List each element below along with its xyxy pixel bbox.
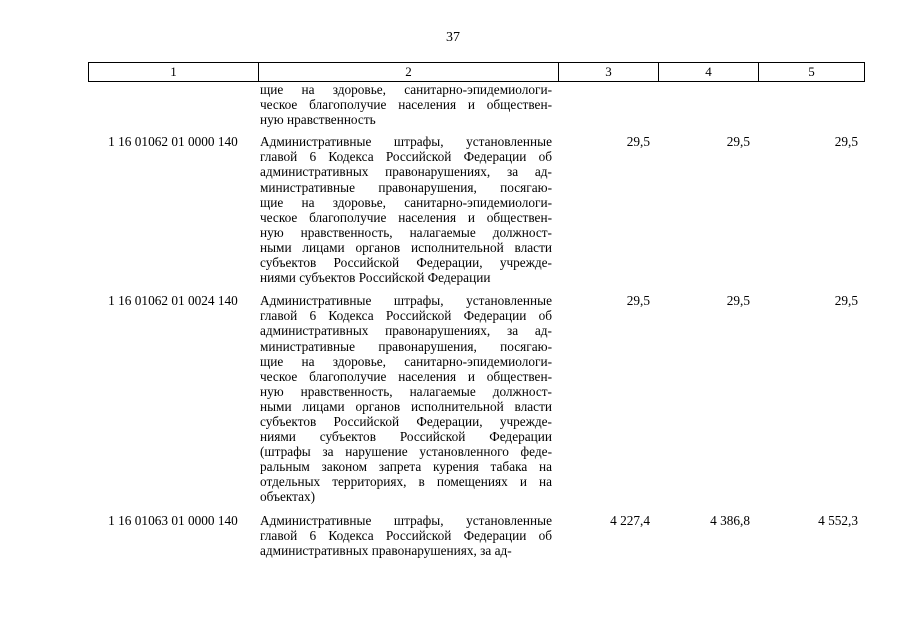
description-line: административных правонарушениях, за ад- bbox=[260, 323, 552, 339]
description-line: ческое благополучие населения и обществен- bbox=[260, 368, 552, 384]
description bbox=[258, 134, 558, 285]
description-line: ную нравственность, налагаемые должност- bbox=[260, 224, 552, 240]
table-row bbox=[88, 134, 864, 285]
page-number: 37 bbox=[446, 30, 460, 45]
column-header-4: 4 bbox=[659, 63, 759, 82]
column-header-2: 2 bbox=[259, 63, 559, 82]
description-line: ческое благополучие населения и обществен- bbox=[260, 97, 552, 113]
column-header-row bbox=[89, 63, 865, 82]
description-line: административных правонарушениях, за ад- bbox=[260, 542, 512, 558]
value-year-1: 29,5 bbox=[626, 293, 650, 309]
description-line: объектах) bbox=[260, 489, 316, 505]
description-line: главой 6 Кодекса Российской Федерации об bbox=[260, 527, 552, 543]
description-line: щие на здоровье, санитарно-эпидемиологи- bbox=[260, 194, 552, 210]
value-year-1 bbox=[558, 82, 658, 127]
description-line: субъектов Российской Федерации, учрежде- bbox=[260, 255, 552, 271]
description-line: главой 6 Кодекса Российской Федерации об bbox=[260, 149, 552, 165]
classification-code bbox=[88, 82, 258, 127]
description-line: Административные штрафы, установленные bbox=[260, 134, 552, 150]
description-line: ными лицами органов исполнительной власти bbox=[260, 239, 552, 255]
classification-code: 1 16 01062 01 0000 140 bbox=[108, 134, 238, 150]
description-line: (штрафы за нарушение установленного феде- bbox=[260, 444, 552, 460]
description-line: щие на здоровье, санитарно-эпидемиологи- bbox=[260, 82, 552, 97]
description-line: Административные штрафы, установленные bbox=[260, 293, 552, 309]
value-year-3 bbox=[758, 82, 864, 127]
column-header-5: 5 bbox=[759, 63, 865, 82]
description-line: административных правонарушениях, за ад- bbox=[260, 164, 552, 180]
description-line: ниями субъектов Российской Федерации bbox=[260, 429, 552, 445]
description-line: ральным законом запрета курения табака на bbox=[260, 459, 552, 475]
description-line: ческое благополучие населения и обществен- bbox=[260, 209, 552, 225]
value-year-1: 4 227,4 bbox=[610, 512, 650, 528]
description-line: отдельных территориях, в помещениях и на bbox=[260, 474, 552, 490]
table-row bbox=[88, 293, 864, 504]
value-year-2 bbox=[658, 82, 758, 127]
value-year-3: 29,5 bbox=[834, 293, 858, 309]
classification-code: 1 16 01062 01 0024 140 bbox=[108, 293, 238, 309]
description bbox=[258, 293, 558, 504]
description-line: щие на здоровье, санитарно-эпидемиологи- bbox=[260, 353, 552, 369]
description-line: министративные правонарушения, посягаю- bbox=[260, 338, 552, 354]
description bbox=[258, 513, 558, 558]
column-header-3: 3 bbox=[559, 63, 659, 82]
value-year-2: 29,5 bbox=[726, 293, 750, 309]
value-year-2: 4 386,8 bbox=[710, 512, 750, 528]
description-line: главой 6 Кодекса Российской Федерации об bbox=[260, 308, 552, 324]
table-row bbox=[88, 82, 864, 127]
value-year-3: 4 552,3 bbox=[818, 512, 858, 528]
table-row bbox=[88, 513, 864, 558]
classification-code: 1 16 01063 01 0000 140 bbox=[108, 512, 238, 528]
column-header-1: 1 bbox=[89, 63, 259, 82]
description-line: субъектов Российской Федерации, учрежде- bbox=[260, 413, 552, 429]
table-body bbox=[88, 82, 864, 566]
description-line: Административные штрафы, установленные bbox=[260, 512, 552, 528]
description-line: ную нравственность bbox=[260, 112, 376, 128]
value-year-1: 29,5 bbox=[626, 134, 650, 150]
description-line: ную нравственность, налагаемые должност- bbox=[260, 383, 552, 399]
column-header-table bbox=[88, 62, 865, 82]
description-line: министративные правонарушения, посягаю- bbox=[260, 179, 552, 195]
value-year-3: 29,5 bbox=[834, 134, 858, 150]
description-line: ными лицами органов исполнительной власти bbox=[260, 398, 552, 414]
description-line: ниями субъектов Российской Федерации bbox=[260, 270, 491, 286]
description bbox=[258, 82, 558, 127]
value-year-2: 29,5 bbox=[726, 134, 750, 150]
